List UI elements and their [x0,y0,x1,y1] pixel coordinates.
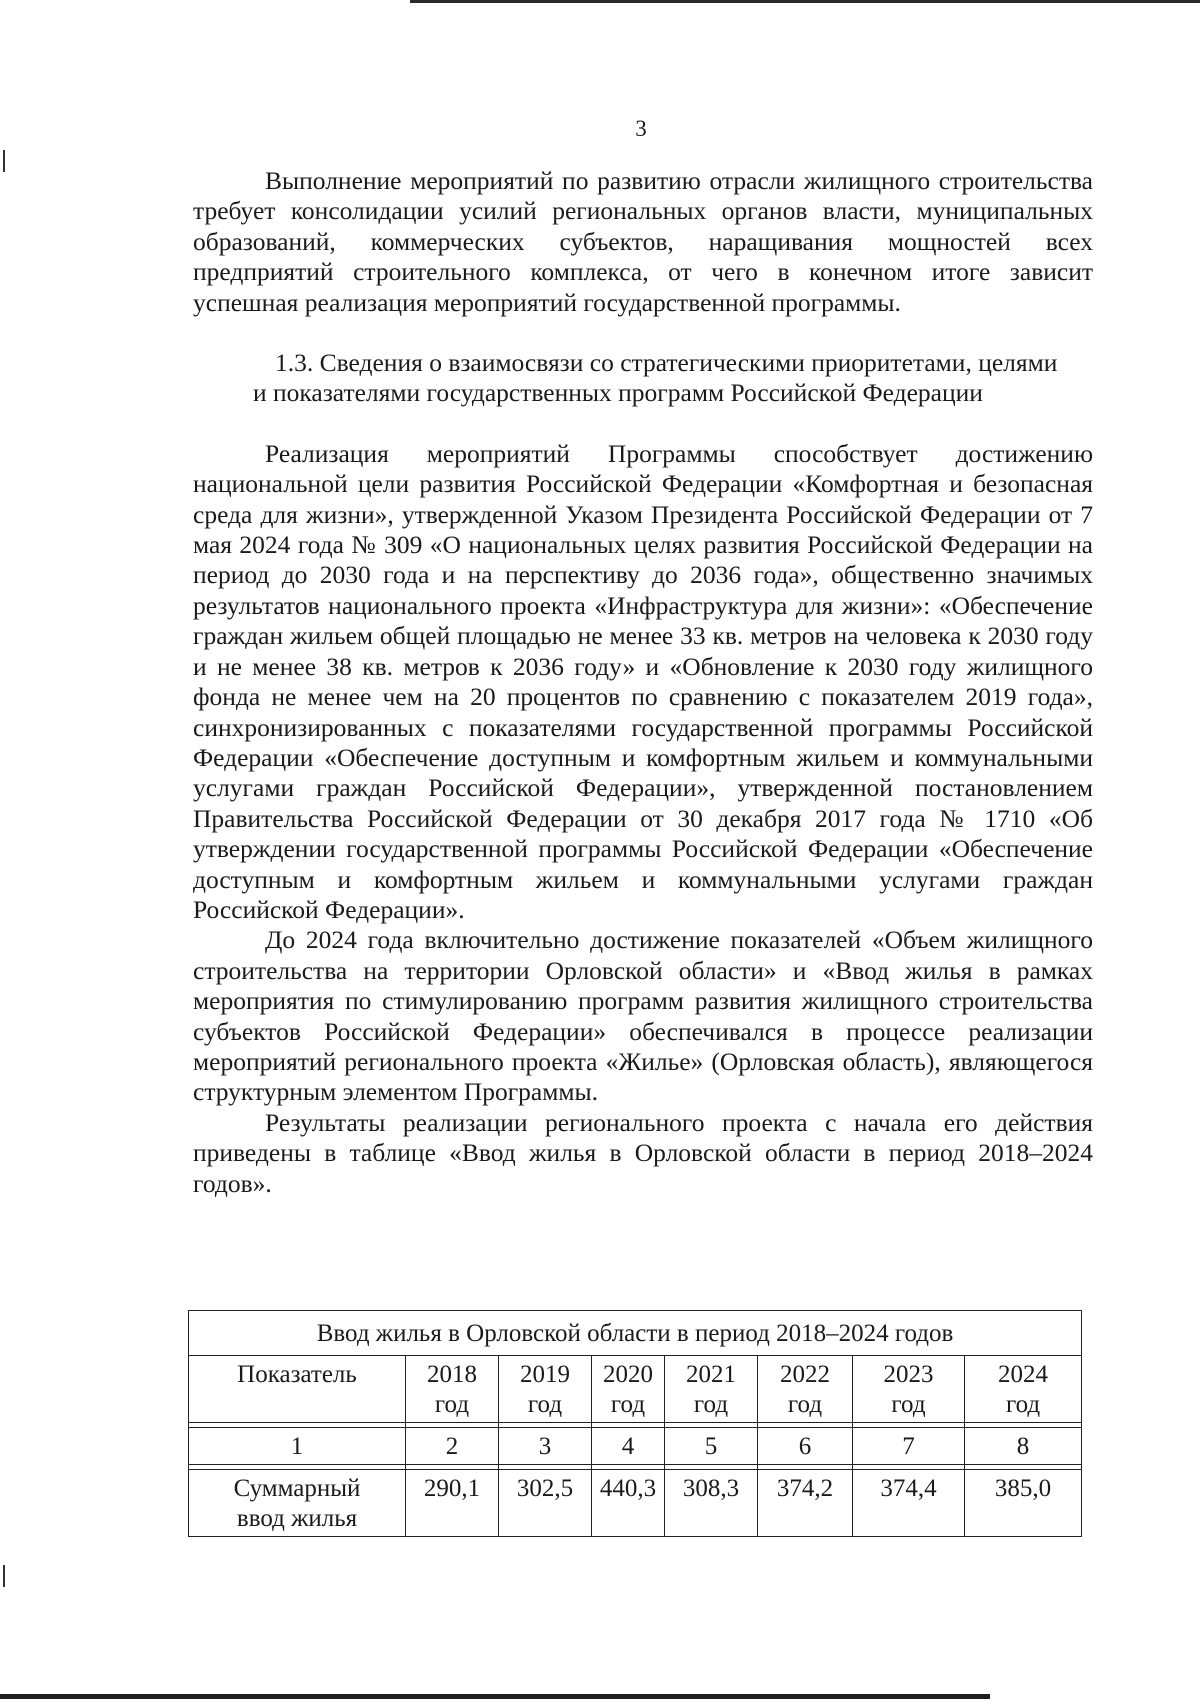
paragraph-national-goals: Реализация мероприятий Программы способствует достижению национальной цели развития Российской Федерации «Комфортная и безопасная среда для жизни», утвержденной Указом Президента Российской Федерации от 7 мая 2024 года № 309 «О национальных целях развития Российской Федерации на период до 2030 года и на перспективу до 2036 года», общественно значимых результатов национального проекта «Инфраструктура для жизни»: «Обеспечение граждан жильем общей площадью не менее 33 кв. метров на человека к 2030 году и не менее 38 кв. метров к 2036 году» и «Обновление к 2030 году жилищного фонда не менее чем на 20 процентов по сравнению с показателем 2019 года», синхронизированных с показателями государственной программы Российской Федерации «Обеспечение доступным и комфортным жильем и коммунальными услугами граждан Российской Федерации», утвержденной постановлением Правительства Российской Федерации от 30 декабря 2017 года № 1710 «Об утверждении государственной программы Российской Федерации «Обеспечение доступным и комфортным жильем и коммунальными услугами граждан Российской Федерации». [193,438,1093,924]
row-label: Суммарный ввод жилья [189,1470,406,1537]
header-year: 2021 год [665,1356,758,1423]
paragraph-results: Результаты реализации регионального проекта с начала его действия приведены в таблице «Ввод жилья в Орловской области в период 2018–2024 годов». [193,1107,1093,1198]
paragraph-intro: Выполнение мероприятий по развитию отрасли жилищного строительства требует консолидации усилий региональных органов власти, муниципальных образований, коммерческих субъектов, наращивания мощностей всех предприятий строительного комплекса, от чего в конечном итоге зависит успешная реализация мероприятий государственной программы. [193,166,1093,317]
header-year: 2019 год [499,1356,592,1423]
section-heading [253,348,1093,409]
table-header-row [189,1356,1082,1423]
cell-value: 290,1 [406,1470,499,1537]
scan-edge-bottom [0,1694,990,1699]
scan-edge-top [410,0,1200,3]
scan-mark [3,150,5,172]
section-heading-line-1: 1.3. Сведения о взаимосвязи со стратегическими приоритетами, целями [275,348,1058,378]
cell-value: 385,0 [965,1470,1082,1537]
cell-value: 374,4 [853,1470,965,1537]
cell-value: 308,3 [665,1470,758,1537]
paragraph-regional-project: До 2024 года включительно достижение показателей «Объем жилищного строительства на территории Орловской области» и «Ввод жилья в рамках мероприятия по стимулированию программ развития жилищного строительства субъектов Российской Федерации» обеспечивался в процессе реализации мероприятий регионального проекта «Жилье» (Орловская область), являющегося структурным элементом Программы. [193,925,1093,1107]
section-heading-line-2: и показателями государственных программ Российской Федерации [253,378,983,408]
header-indicator: Показатель [189,1356,406,1423]
cell-value: 440,3 [592,1470,665,1537]
header-year: 2018 год [406,1356,499,1423]
table-caption: Ввод жилья в Орловской области в период 2018–2024 годов [189,1311,1082,1356]
column-number: 8 [965,1428,1082,1465]
page-number: 3 [635,116,647,141]
header-year: 2023 год [853,1356,965,1423]
column-number: 4 [592,1428,665,1465]
document-body [193,166,1093,1199]
housing-table [188,1310,1082,1537]
cell-value: 374,2 [758,1470,853,1537]
column-number: 6 [758,1428,853,1465]
cell-value: 302,5 [499,1470,592,1537]
header-year: 2024 год [965,1356,1082,1423]
column-number: 1 [189,1428,406,1465]
column-number: 2 [406,1428,499,1465]
scan-mark [3,1565,5,1587]
header-year: 2020 год [592,1356,665,1423]
table-row [189,1470,1082,1537]
column-number: 5 [665,1428,758,1465]
header-year: 2022 год [758,1356,853,1423]
column-number: 3 [499,1428,592,1465]
column-number: 7 [853,1428,965,1465]
table-column-numbers-row [189,1428,1082,1465]
